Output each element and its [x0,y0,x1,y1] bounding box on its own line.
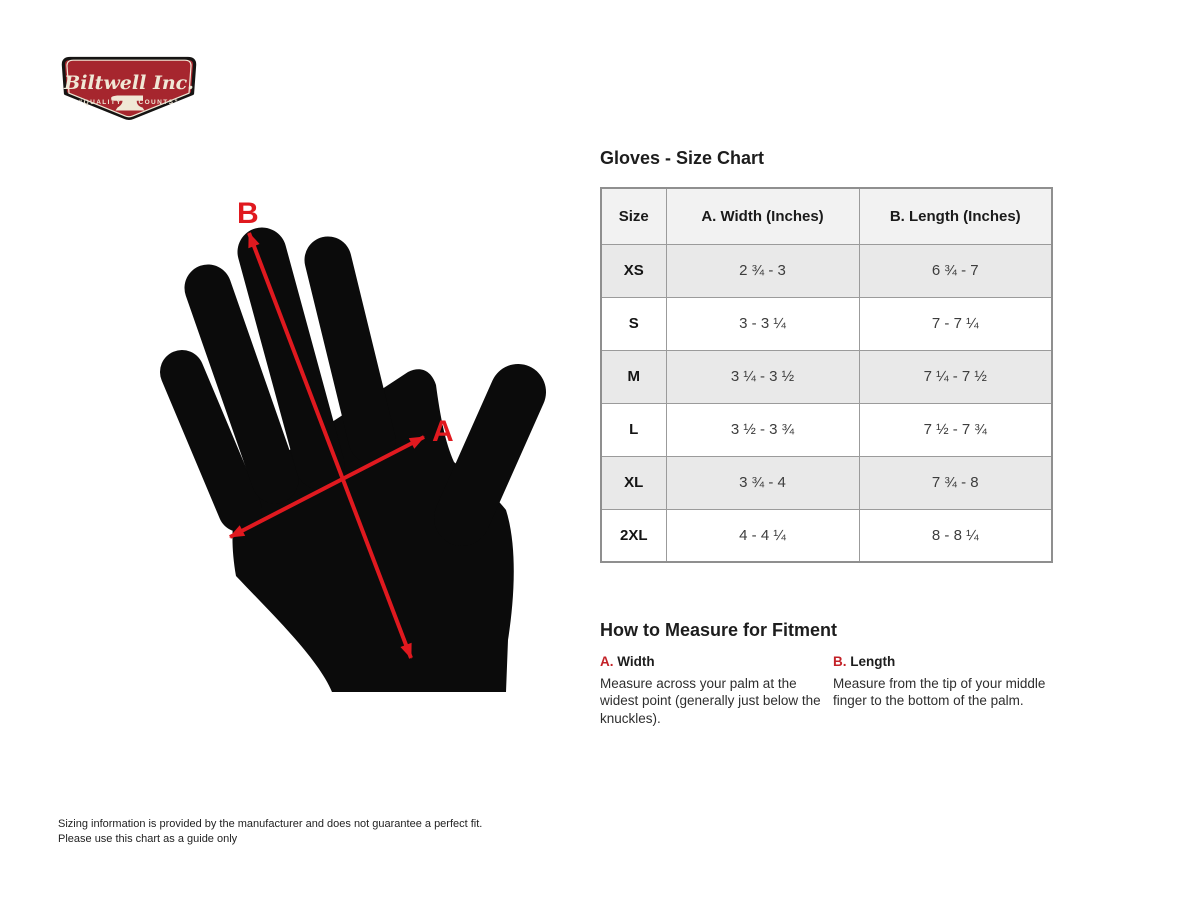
table-header-row [601,188,1052,244]
size-chart-title: Gloves - Size Chart [600,148,765,168]
length-cell: 7 ½ - 7 ¾ [859,403,1052,456]
measure-length-label: Length [850,654,896,669]
measure-width-prefix: A. [600,654,614,669]
column-header-width: A. Width (Inches) [666,188,859,244]
label-b: B [237,197,259,230]
logo-tagline-right: COUNTS” [138,99,179,106]
table-row-l [601,403,1052,456]
measure-length-prefix: B. [833,654,847,669]
logo-tagline-left: “QUALITY [79,99,122,106]
length-cell: 7 ¾ - 8 [859,456,1052,509]
column-header-size: Size [601,188,666,244]
disclaimer-line-2: Please use this chart as a guide only [58,832,238,845]
width-cell: 4 - 4 ¼ [666,509,859,562]
measure-width-column [600,654,828,727]
width-cell: 3 ½ - 3 ¾ [666,403,859,456]
size-cell: S [601,297,666,350]
length-cell: 8 - 8 ¼ [859,509,1052,562]
width-cell: 3 ¾ - 4 [666,456,859,509]
size-cell: M [601,350,666,403]
biltwell-logo [58,55,200,123]
label-a: A [432,415,454,448]
measure-width-heading [600,654,828,669]
size-cell: XL [601,456,666,509]
disclaimer-line-1: Sizing information is provided by the manufacturer and does not guarantee a perfect fit. [58,818,483,830]
hand-measurement-diagram [140,180,570,700]
logo-brand-text: Biltwell Inc. [64,72,194,94]
column-header-length: B. Length (Inches) [859,188,1052,244]
width-cell: 2 ¾ - 3 [666,244,859,297]
measure-length-column [833,654,1071,710]
table-row-s [601,297,1052,350]
table-row-xs [601,244,1052,297]
table-row-xl [601,456,1052,509]
measure-width-label: Width [617,654,655,669]
size-cell: L [601,403,666,456]
measure-length-heading [833,654,1071,669]
length-cell: 7 ¼ - 7 ½ [859,350,1052,403]
length-cell: 6 ¾ - 7 [859,244,1052,297]
hand-silhouette [182,252,518,692]
size-chart-table-container [600,187,1053,563]
measure-section-title: How to Measure for Fitment [600,620,838,640]
size-cell: XS [601,244,666,297]
size-cell: 2XL [601,509,666,562]
table-row-m [601,350,1052,403]
table-row-2xl [601,509,1052,562]
measure-length-text: Measure from the tip of your middle finger to the bottom of the palm. [833,676,1046,709]
width-cell: 3 ¼ - 3 ½ [666,350,859,403]
disclaimer [58,817,482,847]
size-chart-table [600,187,1053,563]
length-cell: 7 - 7 ¼ [859,297,1052,350]
width-cell: 3 - 3 ¼ [666,297,859,350]
measure-width-text: Measure across your palm at the widest point (generally just below the knuckles). [600,676,821,726]
